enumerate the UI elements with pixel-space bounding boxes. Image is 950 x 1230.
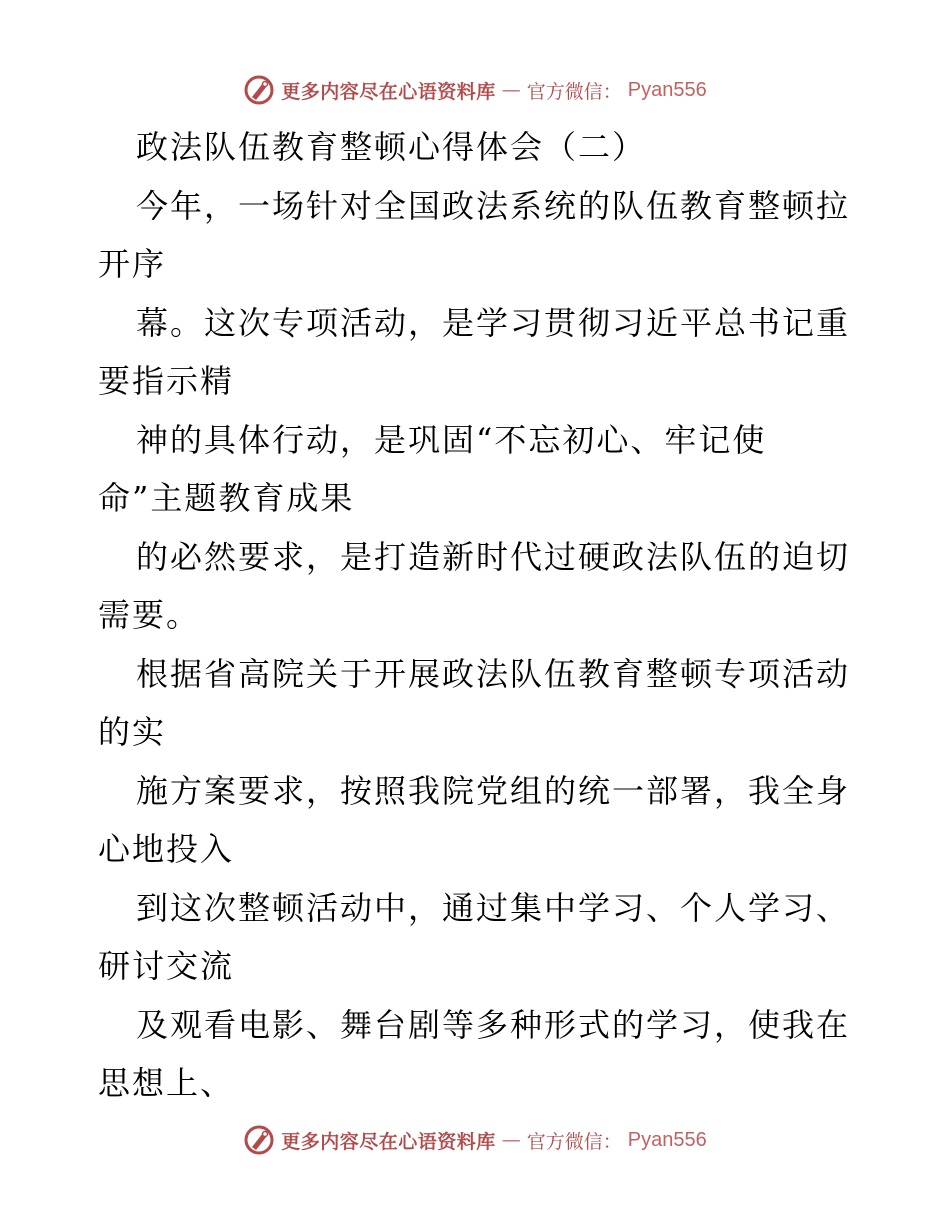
- banner-wechat-label: 官方微信：: [526, 80, 622, 103]
- banner-main-text: 更多内容尽在心语资料库: [281, 1130, 496, 1153]
- text-line: 要指示精: [98, 362, 235, 400]
- text-line: 根据省高院关于开展政法队伍教育整顿专项活动: [136, 654, 851, 693]
- text-line: 命”主题教育成果: [98, 479, 355, 517]
- text-line: 今年，一场针对全国政法系统的队伍教育整顿拉: [136, 186, 851, 225]
- banner-wechat-id: Pyan556: [627, 78, 707, 101]
- header-banner: [0, 70, 950, 110]
- text-line: 的必然要求，是打造新时代过硬政法队伍的迫切: [136, 537, 851, 576]
- text-line: 心地投入: [98, 830, 235, 868]
- pen-logo-icon: [243, 1124, 275, 1156]
- text-line: 幕。这次专项活动，是学习贯彻习近平总书记重: [136, 303, 851, 342]
- banner-dash: —: [501, 1129, 521, 1151]
- text-line: 思想上、: [98, 1064, 235, 1102]
- text-line: 及观看电影、舞台剧等多种形式的学习，使我在: [136, 1005, 851, 1044]
- document-title: 政法队伍教育整顿心得体会（二）: [136, 128, 647, 166]
- banner-wechat-id: Pyan556: [627, 1128, 707, 1151]
- footer-banner: [0, 1120, 950, 1160]
- banner-dash: —: [501, 79, 521, 101]
- document-body: [98, 118, 858, 1113]
- text-line: 施方案要求，按照我院党组的统一部署，我全身: [136, 771, 851, 810]
- text-line: 神的具体行动，是巩固“不忘初心、牢记使: [136, 420, 767, 459]
- text-line: 需要。: [98, 596, 201, 634]
- text-line: 研讨交流: [98, 947, 235, 985]
- banner-wechat-label: 官方微信：: [526, 1130, 622, 1153]
- text-line: 到这次整顿活动中，通过集中学习、个人学习、: [136, 888, 851, 927]
- banner-main-text: 更多内容尽在心语资料库: [281, 80, 496, 103]
- text-line: 的实: [98, 713, 167, 751]
- text-line: 开序: [98, 245, 167, 283]
- pen-logo-icon: [243, 74, 275, 106]
